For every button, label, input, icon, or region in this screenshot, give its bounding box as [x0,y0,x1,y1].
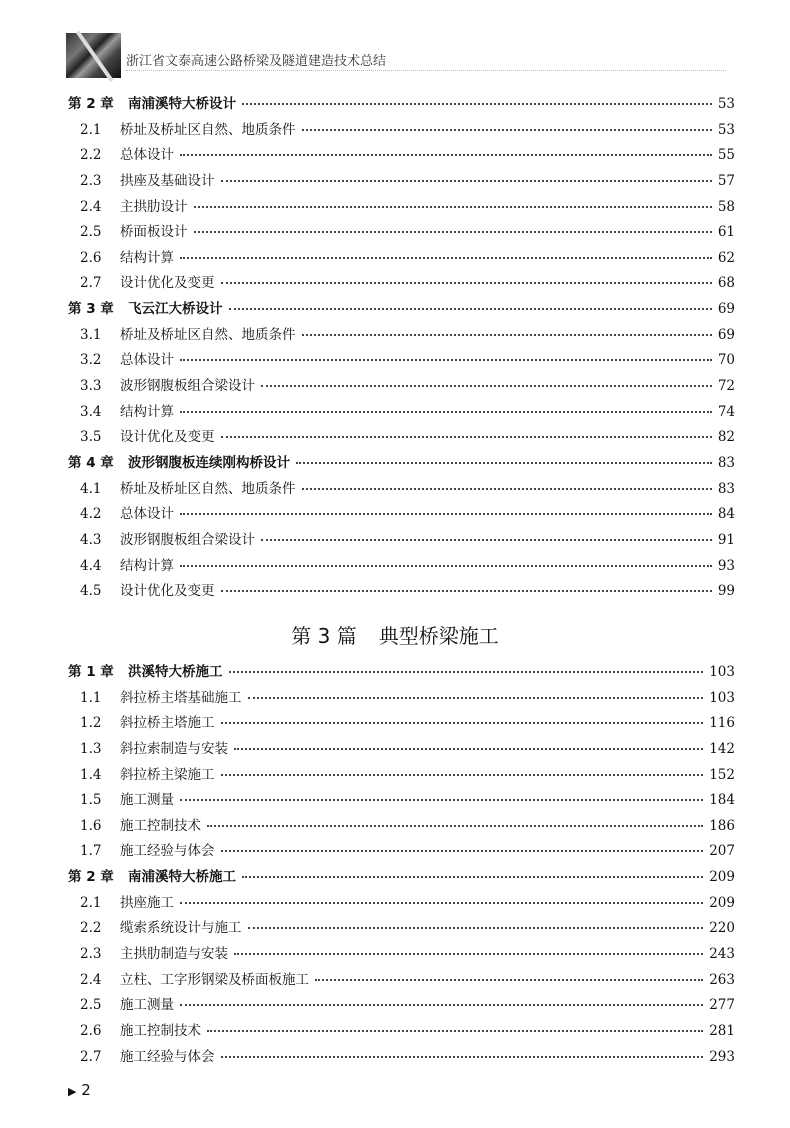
triangle-marker-icon: ▶ [68,1085,77,1098]
entry-page: 186 [709,817,735,834]
toc-chapter-entry[interactable] [68,451,735,477]
toc-section-entry[interactable] [68,968,735,994]
entry-page: 69 [717,301,735,318]
entry-title: 波形钢腹板组合梁设计 [120,531,255,548]
toc-section-entry[interactable] [68,1045,735,1071]
part-label: 第 3 篇 [291,624,357,648]
entry-page: 116 [709,715,735,732]
toc-section-entry[interactable] [68,839,735,865]
entry-title: 施工经验与体会 [120,1048,215,1065]
dot-leader [234,748,703,750]
entry-title: 斜拉索制造与安装 [120,740,228,757]
entry-page: 93 [717,557,735,574]
dot-leader [221,180,712,182]
entry-number: 2.5 [80,997,102,1014]
entry-number: 3.2 [80,352,102,369]
header-bridge-photo [66,33,121,78]
toc-section-entry[interactable] [68,891,735,917]
dot-leader [261,539,712,541]
part-title: 典型桥梁施工 [378,624,499,648]
entry-page: 263 [709,971,735,988]
entry-number: 1.2 [80,715,102,732]
entry-page: 142 [709,740,735,757]
entry-page: 103 [709,689,735,706]
dot-leader [180,257,712,259]
entry-number: 3.1 [80,326,102,343]
toc-chapter-entry[interactable] [68,297,735,323]
entry-page: 70 [717,352,735,369]
entry-number: 1.3 [80,740,102,757]
dot-leader [180,359,712,361]
toc-section-entry[interactable] [68,502,735,528]
entry-title: 施工测量 [120,792,174,809]
toc-section-entry[interactable] [68,195,735,221]
entry-page: 243 [709,946,735,963]
entry-page: 83 [717,480,735,497]
entry-number: 2.6 [80,249,102,266]
entry-number: 2.5 [80,224,102,241]
toc-section-entry[interactable] [68,763,735,789]
dot-leader [221,590,712,592]
entry-page: 72 [717,378,735,395]
page-footer [68,1081,91,1099]
entry-number: 4.4 [80,557,102,574]
entry-title: 拱座施工 [120,894,174,911]
entry-number: 2.6 [80,1022,102,1039]
entry-number: 1.1 [80,689,102,706]
toc-section-entry[interactable] [68,169,735,195]
toc-section-entry[interactable] [68,942,735,968]
entry-number: 2.3 [80,172,102,189]
entry-title: 总体设计 [120,506,174,523]
header-divider [126,70,726,71]
entry-title: 设计优化及变更 [120,429,215,446]
dot-leader [242,876,703,878]
dot-leader [207,1030,703,1032]
entry-number: 4.1 [80,480,102,497]
entry-title: 斜拉桥主梁施工 [120,766,215,783]
entry-number: 1.7 [80,843,102,860]
entry-title: 波形钢腹板连续刚构桥设计 [128,454,290,471]
entry-page: 209 [709,894,735,911]
toc-section-entry[interactable] [68,737,735,763]
dot-leader [302,488,712,490]
entry-page: 99 [717,583,735,600]
entry-page: 209 [709,869,735,886]
entry-number: 第 4 章 [68,454,114,471]
entry-title: 主拱肋制造与安装 [120,946,228,963]
dot-leader [242,103,712,105]
entry-page: 69 [717,326,735,343]
entry-title: 南浦溪特大桥设计 [128,96,236,112]
entry-title: 波形钢腹板组合梁设计 [120,378,255,395]
entry-title: 斜拉桥主塔基础施工 [120,689,242,706]
dot-leader [229,308,712,310]
entry-title: 桥址及桥址区自然、地质条件 [120,326,296,343]
entry-number: 4.5 [80,583,102,600]
entry-page: 281 [709,1022,735,1039]
entry-number: 第 1 章 [68,664,114,680]
dot-leader [207,825,703,827]
entry-number: 2.1 [80,894,102,911]
entry-number: 2.4 [80,198,102,215]
entry-number: 第 2 章 [68,869,114,886]
dot-leader [180,902,703,904]
entry-page: 53 [717,121,735,138]
entry-number: 3.4 [80,403,102,420]
dot-leader [221,1056,704,1058]
toc-section-entry[interactable] [68,143,735,169]
entry-number: 4.3 [80,531,102,548]
dot-leader [194,231,712,233]
toc-section-entry[interactable] [68,425,735,451]
dot-leader [221,722,704,724]
entry-title: 缆索系统设计与施工 [120,920,242,937]
toc-section-entry[interactable] [68,246,735,272]
entry-page: 53 [717,96,735,112]
entry-page: 82 [717,429,735,446]
dot-leader [180,565,712,567]
toc-chapter-entry[interactable] [68,865,735,891]
entry-number: 3.5 [80,429,102,446]
dot-leader [221,850,704,852]
dot-leader [180,1004,703,1006]
entry-title: 设计优化及变更 [120,583,215,600]
dot-leader [221,436,712,438]
dot-leader [180,411,712,413]
entry-title: 总体设计 [120,352,174,369]
dot-leader [302,129,712,131]
entry-title: 拱座及基础设计 [120,172,215,189]
entry-page: 293 [709,1048,735,1065]
toc-section-entry[interactable] [68,993,735,1019]
entry-title: 施工控制技术 [120,1022,201,1039]
dot-leader [180,513,712,515]
entry-page: 62 [717,249,735,266]
entry-number: 4.2 [80,506,102,523]
dot-leader [234,953,703,955]
entry-title: 施工测量 [120,997,174,1014]
entry-number: 3.3 [80,378,102,395]
entry-title: 主拱肋设计 [120,198,188,215]
toc-section-part3 [68,660,735,1070]
toc-section-entry[interactable] [68,118,735,144]
entry-page: 91 [717,531,735,548]
toc-section-part2 [68,92,735,605]
toc-section-entry[interactable] [68,916,735,942]
dot-leader [248,927,704,929]
entry-title: 桥面板设计 [120,224,188,241]
toc-section-entry[interactable] [68,348,735,374]
entry-page: 61 [717,224,735,241]
toc-section-entry[interactable] [68,1019,735,1045]
entry-page: 58 [717,198,735,215]
running-header-title: 浙江省文泰高速公路桥梁及隧道建造技术总结 [126,54,387,69]
entry-page: 57 [717,172,735,189]
toc-chapter-entry[interactable] [68,92,735,118]
dot-leader [248,697,704,699]
entry-title: 桥址及桥址区自然、地质条件 [120,121,296,138]
entry-title: 结构计算 [120,403,174,420]
toc-section-entry[interactable] [68,579,735,605]
toc-section-entry[interactable] [68,554,735,580]
dot-leader [180,154,712,156]
entry-page: 207 [709,843,735,860]
dot-leader [229,671,704,673]
entry-title: 立柱、工字形钢梁及桥面板施工 [120,971,309,988]
entry-number: 第 3 章 [68,301,114,318]
toc-section-entry[interactable] [68,374,735,400]
entry-page: 84 [717,506,735,523]
entry-title: 施工控制技术 [120,817,201,834]
toc-section-entry[interactable] [68,528,735,554]
entry-number: 2.4 [80,971,102,988]
toc-section-entry[interactable] [68,220,735,246]
dot-leader [221,774,704,776]
dot-leader [296,462,712,464]
toc-section-entry[interactable] [68,686,735,712]
entry-title: 设计优化及变更 [120,275,215,292]
toc-section-entry[interactable] [68,323,735,349]
dot-leader [180,799,703,801]
entry-title: 结构计算 [120,557,174,574]
entry-number: 2.7 [80,275,102,292]
toc-section-entry[interactable] [68,271,735,297]
entry-number: 第 2 章 [68,96,114,112]
entry-page: 184 [709,792,735,809]
toc-section-entry[interactable] [68,711,735,737]
toc-section-entry[interactable] [68,400,735,426]
dot-leader [194,206,712,208]
entry-title: 桥址及桥址区自然、地质条件 [120,480,296,497]
entry-title: 施工经验与体会 [120,843,215,860]
entry-page: 83 [717,454,735,471]
toc-section-entry[interactable] [68,814,735,840]
entry-number: 2.3 [80,946,102,963]
entry-page: 103 [709,664,735,680]
entry-title: 飞云江大桥设计 [128,301,223,318]
dot-leader [302,334,712,336]
entry-title: 南浦溪特大桥施工 [128,869,236,886]
dot-leader [315,979,703,981]
entry-page: 220 [709,920,735,937]
part-heading [0,620,790,649]
entry-number: 2.2 [80,920,102,937]
entry-number: 1.5 [80,792,102,809]
page-number: 2 [81,1081,91,1099]
entry-page: 55 [717,147,735,164]
dot-leader [261,385,712,387]
entry-title: 洪溪特大桥施工 [128,664,223,680]
entry-number: 2.1 [80,121,102,138]
toc-section-entry[interactable] [68,477,735,503]
entry-page: 152 [709,766,735,783]
entry-number: 1.4 [80,766,102,783]
entry-title: 斜拉桥主塔施工 [120,715,215,732]
entry-page: 68 [717,275,735,292]
entry-title: 总体设计 [120,147,174,164]
entry-title: 结构计算 [120,249,174,266]
entry-number: 2.2 [80,147,102,164]
dot-leader [221,282,712,284]
toc-section-entry[interactable] [68,788,735,814]
entry-number: 1.6 [80,817,102,834]
entry-number: 2.7 [80,1048,102,1065]
entry-page: 277 [709,997,735,1014]
toc-chapter-entry[interactable] [68,660,735,686]
entry-page: 74 [717,403,735,420]
